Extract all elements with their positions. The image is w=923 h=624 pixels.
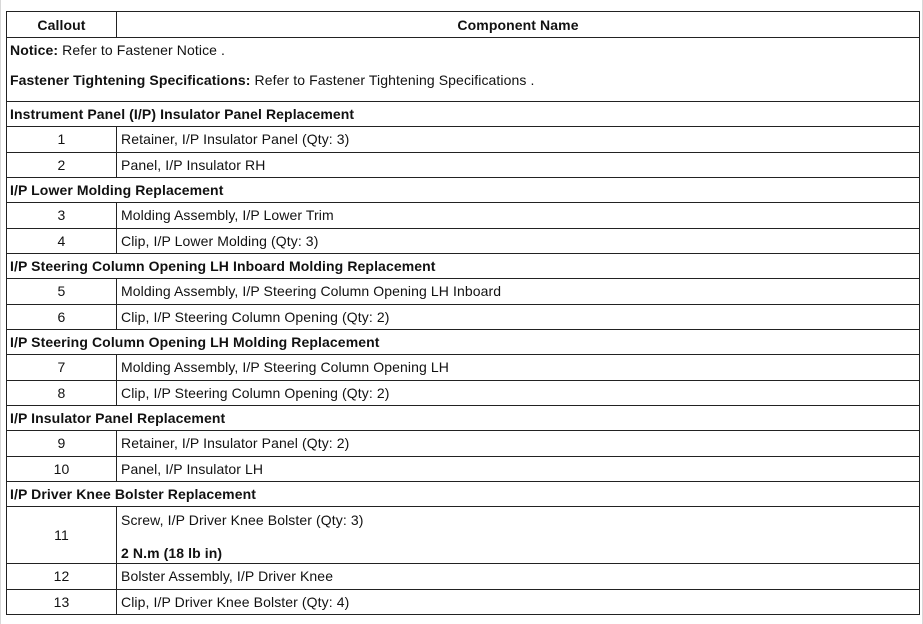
table-row [7, 589, 920, 615]
table-row [7, 507, 920, 564]
notice-cell [7, 38, 920, 69]
spec-cell [7, 68, 920, 102]
table-row [7, 564, 920, 590]
callout-number: 12 [7, 564, 117, 590]
table-row [7, 431, 920, 457]
callout-number: 1 [7, 127, 117, 153]
section-row [7, 102, 920, 127]
callout-number: 3 [7, 203, 117, 229]
section-title: I/P Insulator Panel Replacement [7, 406, 920, 431]
callout-header: Callout [7, 12, 117, 38]
callout-number: 8 [7, 380, 117, 406]
component-name: Screw, I/P Driver Knee Bolster (Qty: 3) [121, 511, 364, 528]
notice-text: Refer to Fastener Notice . [58, 42, 226, 58]
component-name-cell [117, 507, 920, 564]
callout-number: 9 [7, 431, 117, 457]
component-name: Molding Assembly, I/P Steering Column Opening LH Inboard [117, 279, 920, 305]
component-name: Molding Assembly, I/P Lower Trim [117, 203, 920, 229]
table-row [7, 456, 920, 482]
section-row [7, 406, 920, 431]
section-title: I/P Driver Knee Bolster Replacement [7, 482, 920, 507]
table-row [7, 127, 920, 153]
component-name: Panel, I/P Insulator LH [117, 456, 920, 482]
callout-number: 10 [7, 456, 117, 482]
notice-row [7, 38, 920, 69]
spec-text: Refer to Fastener Tightening Specifications . [250, 72, 535, 88]
section-row [7, 178, 920, 203]
notice-label: Notice: [10, 42, 59, 58]
component-name: Clip, I/P Lower Molding (Qty: 3) [117, 228, 920, 254]
component-name: Clip, I/P Driver Knee Bolster (Qty: 4) [117, 589, 920, 615]
table-row [7, 152, 920, 178]
callout-number: 7 [7, 355, 117, 381]
spec-row [7, 68, 920, 102]
component-name-header: Component Name [117, 12, 920, 38]
section-title: I/P Lower Molding Replacement [7, 178, 920, 203]
callout-number: 2 [7, 152, 117, 178]
component-table [6, 11, 920, 615]
callout-number: 5 [7, 279, 117, 305]
component-name: Retainer, I/P Insulator Panel (Qty: 2) [117, 431, 920, 457]
component-name: Panel, I/P Insulator RH [117, 152, 920, 178]
component-name: Bolster Assembly, I/P Driver Knee [117, 564, 920, 590]
component-name: Molding Assembly, I/P Steering Column Opening LH [117, 355, 920, 381]
callout-number: 11 [7, 507, 117, 564]
section-title: I/P Steering Column Opening LH Inboard Molding Replacement [7, 254, 920, 279]
component-name: Clip, I/P Steering Column Opening (Qty: 2) [117, 380, 920, 406]
component-name: Clip, I/P Steering Column Opening (Qty: 2) [117, 304, 920, 330]
section-row [7, 482, 920, 507]
table-row [7, 228, 920, 254]
table-row [7, 380, 920, 406]
section-row [7, 330, 920, 355]
table-row [7, 304, 920, 330]
section-title: I/P Steering Column Opening LH Molding Replacement [7, 330, 920, 355]
spec-label: Fastener Tightening Specifications: [10, 72, 251, 88]
callout-number: 6 [7, 304, 117, 330]
section-title: Instrument Panel (I/P) Insulator Panel Replacement [7, 102, 920, 127]
callout-number: 4 [7, 228, 117, 254]
table-row [7, 355, 920, 381]
component-name: Retainer, I/P Insulator Panel (Qty: 3) [117, 127, 920, 153]
callout-number: 13 [7, 589, 117, 615]
torque-spec: 2 N.m (18 lb in) [121, 544, 223, 561]
table-header-row [7, 12, 920, 38]
section-row [7, 254, 920, 279]
table-row [7, 279, 920, 305]
table-row [7, 203, 920, 229]
